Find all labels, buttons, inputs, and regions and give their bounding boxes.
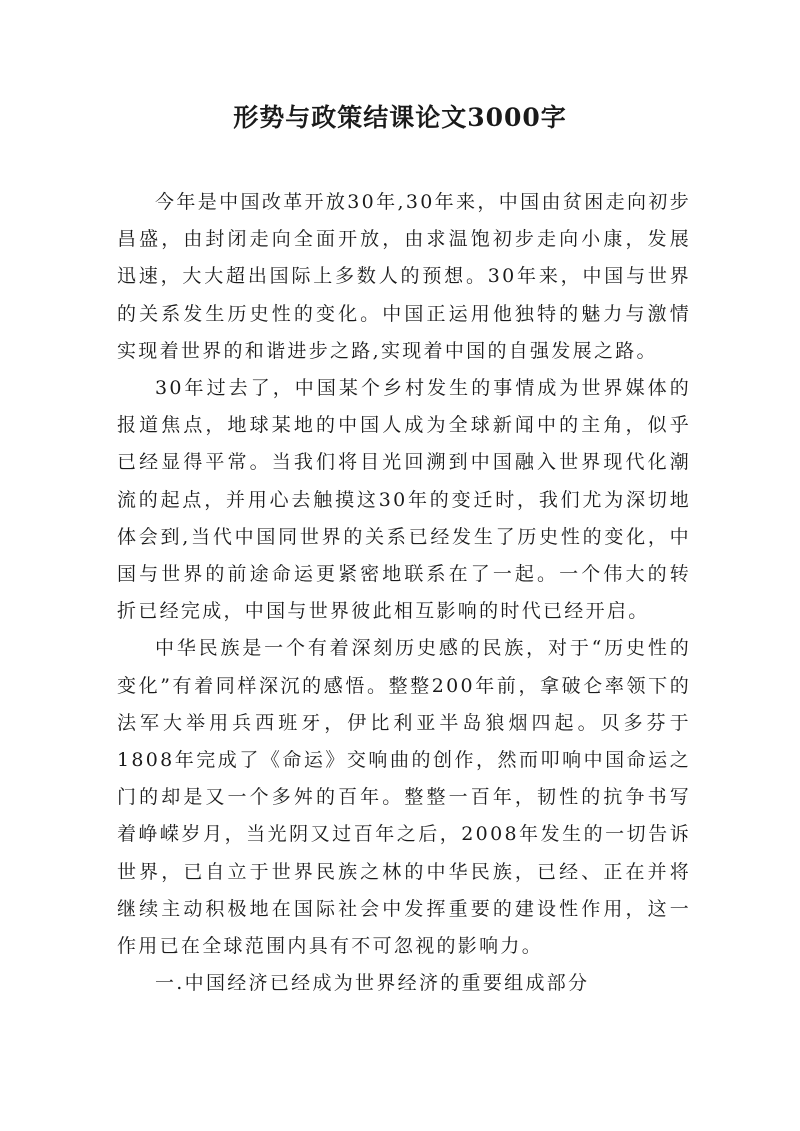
paragraph-3: 中华民族是一个有着深刻历史感的民族，对于“历史性的变化”有着同样深沉的感悟。整整200年前，拿破仑率领下的法军大举用兵西班牙，伊比利亚半岛狼烟四起。贝多芬于1808年完成了《命运》交响曲的创作，然而叩响中国命运之门的却是又一个多舛的百年。整整一百年，韧性的抗争书写着峥嵘岁月，当光阴又过百年之后，2008年发生的一切告诉世界，已自立于世界民族之林的中华民族，已经、正在并将继续主动积极地在国际社会中发挥重要的建设性作用，这一作用已在全球范围内具有不可忽视的影响力。 [117, 637, 691, 958]
paragraph-2: 30年过去了，中国某个乡村发生的事情成为世界媒体的报道焦点，地球某地的中国人成为全球新闻中的主角，似乎已经显得平常。当我们将目光回溯到中国融入世界现代化潮流的起点，并用心去触摸这30年的变迁时，我们尤为深切地体会到,当代中国同世界的关系已经发生了历史性的变化，中国与世界的前途命运更紧密地联系在了一起。一个伟大的转折已经完成，中国与世界彼此相互影响的时代已经开启。 [117, 377, 691, 623]
document-body [117, 184, 691, 1002]
document-title: 形势与政策结课论文3000字 [233, 103, 567, 132]
section-heading: 一.中国经济已经成为世界经济的重要组成部分 [155, 972, 590, 995]
paragraph-1: 今年是中国改革开放30年,30年来，中国由贫困走向初步昌盛，由封闭走向全面开放，由求温饱初步走向小康，发展迅速，大大超出国际上多数人的预想。30年来，中国与世界的关系发生历史性的变化。中国正运用他独特的魅力与激情实现着世界的和谐进步之路,实现着中国的自强发展之路。 [117, 191, 691, 362]
